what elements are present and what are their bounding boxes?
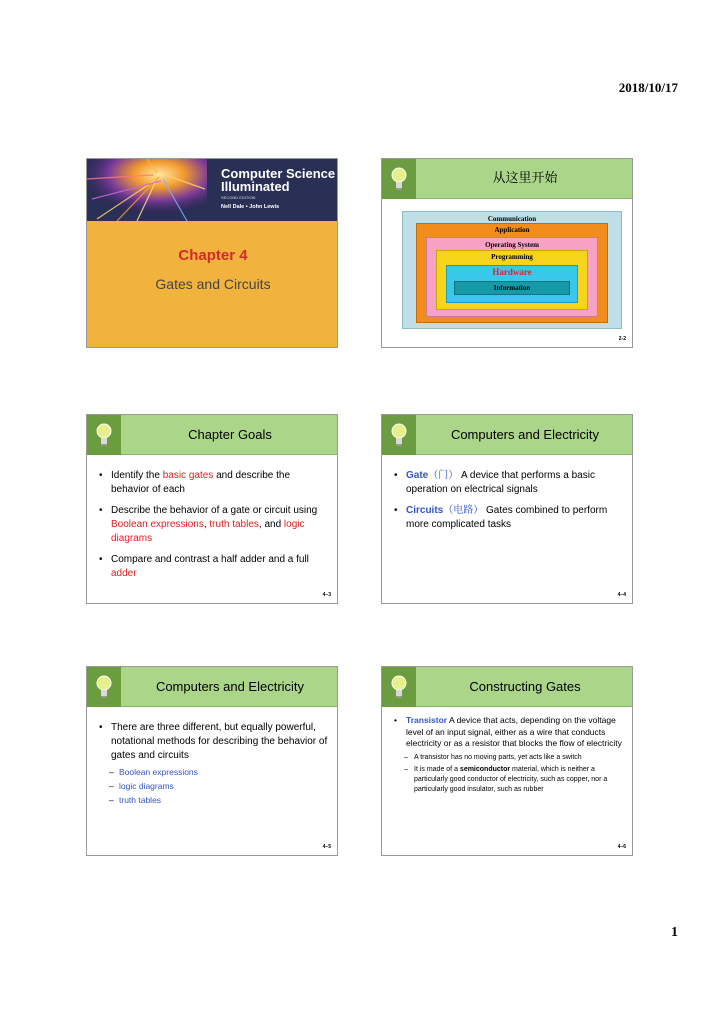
slide-title-bar	[87, 667, 338, 707]
bullet-item: • Circuits（电路） Gates combined to perform more complicated tasks	[394, 504, 624, 532]
light-bulb-icon	[95, 421, 113, 449]
sub-bullet-item: – A transistor has no moving parts, yet acts like a switch	[394, 753, 624, 763]
light-bulb-icon	[390, 165, 408, 193]
chapter-subtitle: Gates and Circuits	[155, 276, 271, 292]
slide-title: Chapter Goals	[188, 427, 272, 442]
slide-computers-electricity-1[interactable]	[381, 414, 633, 604]
light-bulb-icon	[390, 421, 408, 449]
layer-application: Application	[416, 223, 608, 323]
slide-number: 4–4	[617, 592, 626, 598]
slide-body	[99, 469, 329, 588]
bullet-item: • Transistor A device that acts, depending on the voltage level of an input signal, either as a wire that conducts electricity or as a resistor that blocks the flow of electricity	[394, 715, 624, 750]
sub-bullet-item: – logic diagrams	[99, 780, 329, 792]
chapter-number: Chapter 4	[178, 247, 248, 264]
book-edition: SECOND EDITION	[221, 195, 256, 200]
slide-title-bar	[382, 159, 633, 199]
layer-information: Information	[454, 281, 570, 295]
layer-communication: Communication	[402, 211, 622, 329]
slide-title-bar	[382, 667, 633, 707]
slide-chapter-goals[interactable]	[86, 414, 338, 604]
slide-body	[394, 469, 624, 539]
page-number: 1	[671, 925, 678, 940]
header-date: 2018/10/17	[618, 80, 678, 95]
slide-title: Computers and Electricity	[450, 427, 600, 442]
layer-programming: Programming	[436, 250, 588, 310]
layer-operating-system: Operating System	[426, 237, 598, 317]
light-bulb-icon	[390, 673, 408, 701]
sub-bullet-item: – It is made of a semiconductor material, which is neither a particularly good conductor of electricity, such as copper, nor a particularly good insulator, such as rubber	[394, 765, 624, 795]
slide-title: Computers and Electricity	[155, 679, 305, 694]
bullet-item: • Compare and contrast a half adder and a full adder	[99, 553, 329, 581]
book-authors: Nell Dale • John Lewis	[221, 204, 280, 210]
slide-intro[interactable]	[381, 158, 633, 348]
slide-title: Constructing Gates	[469, 679, 581, 694]
slide-title-bar	[87, 415, 338, 455]
slide-constructing-gates[interactable]	[381, 666, 633, 856]
slide-body	[394, 715, 624, 797]
book-title: Computer Science Illuminated	[221, 166, 336, 194]
slide-computers-electricity-2[interactable]	[86, 666, 338, 856]
bullet-item: • There are three different, but equally powerful, notational methods for describing the behavior of gates and circuits	[99, 721, 329, 763]
light-bulb-icon	[95, 673, 113, 701]
bullet-item: • Identify the basic gates and describe the behavior of each	[99, 469, 329, 497]
layer-hardware: Hardware	[446, 265, 578, 303]
slide-number: 2-2	[618, 336, 626, 342]
bullet-item: • Describe the behavior of a gate or circuit using Boolean expressions, truth tables, and logic diagrams	[99, 504, 329, 546]
slide-title-bar	[382, 415, 633, 455]
sub-bullet-item: – truth tables	[99, 794, 329, 806]
slide-cover[interactable]	[86, 158, 338, 348]
slide-number: 4–5	[322, 844, 331, 850]
bullet-item: • Gate（门） A device that performs a basic operation on electrical signals	[394, 469, 624, 497]
slide-body	[99, 721, 329, 808]
slide-title: 从这里开始	[492, 171, 558, 186]
slide-number: 4–6	[617, 844, 626, 850]
slide-number: 4–3	[322, 592, 331, 598]
layers-diagram	[402, 207, 622, 327]
sub-bullet-item: – Boolean expressions	[99, 766, 329, 778]
